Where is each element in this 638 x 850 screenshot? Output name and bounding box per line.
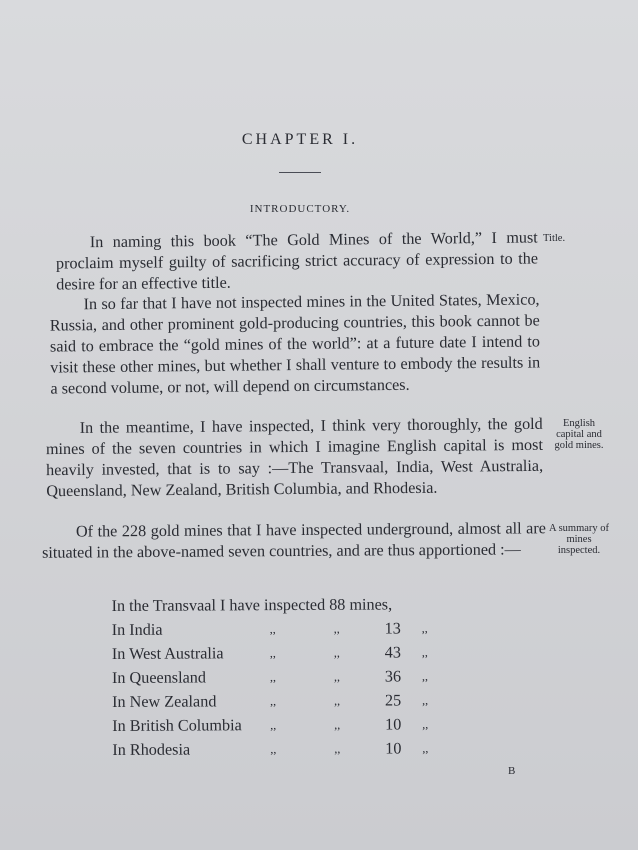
paragraph-1-text: In naming this book “The Gold Mines of the World,” I must proclaim myself guilty of sacrificing strict accuracy of expression to the desire for an effective title. [55,228,539,294]
row-place: In the Transvaal I have inspected 88 mines, [111,595,393,615]
table-row [112,643,472,669]
row-place: In India [111,620,163,639]
signature-mark: B [508,765,517,777]
table-row [112,691,472,717]
ditto-mark: ,, [334,693,341,708]
margin-note-english-capital: English capital and gold mines. [554,418,604,451]
row-place: In New Zealand [112,692,217,711]
ditto-mark: ,, [421,621,428,636]
heading-rule [279,172,321,173]
paragraph-3 [46,414,544,502]
row-place: In Queensland [111,668,206,687]
table-row [112,667,472,693]
row-place: In Rhodesia [112,740,191,759]
table-row [112,619,472,645]
row-count: 13 [384,619,401,638]
ditto-mark: ,, [269,670,277,685]
paragraph-4-text: Of the 228 gold mines that I have inspected underground, almost all are situated in the above-named seven countries, and are thus apportioned :— [42,519,546,562]
table-row [112,715,472,741]
ditto-mark: ,, [270,742,277,757]
chapter-subheading: INTRODUCTORY. [249,203,351,215]
ditto-mark: ,, [333,669,341,684]
row-count: 36 [384,667,402,686]
paragraph-3-text: In the meantime, I have inspected, I think very thoroughly, the gold mines of the seven countries in which I imagine English capital is most heavily invested, that is to say :—The Transvaal, India, West Australia, Queensland, New Zealand, British Columbia, and Rhodesia. [45,414,544,501]
ditto-mark: ,, [333,621,340,636]
paragraph-2 [49,289,540,399]
ditto-mark: ,, [334,717,341,732]
ditto-mark: ,, [421,669,429,684]
ditto-mark: ,, [269,646,276,661]
ditto-mark: ,, [270,694,277,709]
paragraph-2-text: In so far that I have not inspected mines in the United States, Mexico, Russia, and other prominent gold-producing countries, this book cannot be said to embrace the “gold mines of the world”: at a future date I intend to visit these other mines, but whether I shall venture to embody the results in a second volume, or not, will depend on circumstances. [49,290,541,398]
mines-table [112,595,473,765]
margin-note-title: Title. [543,233,566,244]
row-count: 10 [385,715,402,734]
ditto-mark: ,, [333,645,340,660]
row-count: 10 [385,739,402,758]
ditto-mark: ,, [422,741,429,756]
ditto-mark: ,, [422,717,429,732]
ditto-mark: ,, [421,645,428,660]
paragraph-4 [42,518,546,564]
ditto-mark: ,, [269,622,276,637]
ditto-mark: ,, [334,741,341,756]
row-count: 25 [384,691,402,710]
ditto-mark: ,, [422,693,429,708]
row-place: In British Columbia [112,716,242,735]
table-row [112,739,472,765]
row-count: 43 [384,643,401,662]
chapter-heading: CHAPTER I. [241,131,359,148]
paragraph-1 [56,227,539,295]
margin-note-summary: A summary of mines inspected. [548,523,610,556]
table-row [112,595,472,621]
row-place: In West Australia [111,644,224,663]
ditto-mark: ,, [270,718,277,733]
